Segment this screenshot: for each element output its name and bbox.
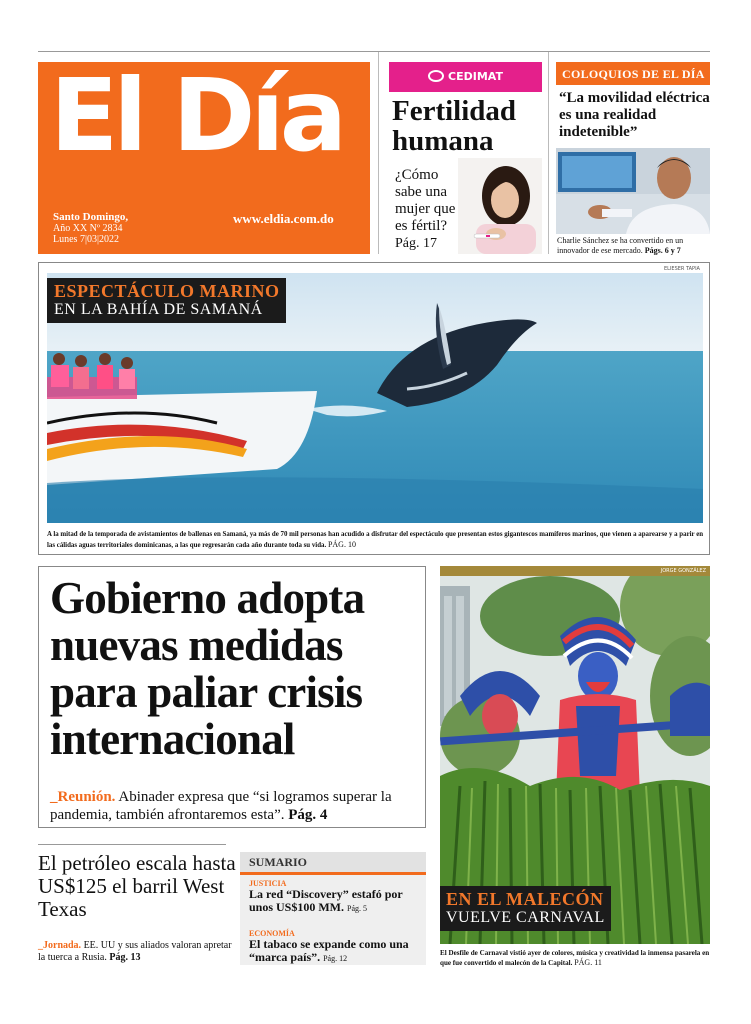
- sumario-item-headline: La red “Discovery” estafó por unos US$100 MM.: [249, 887, 403, 914]
- petroleo-kicker: _Jornada.: [38, 940, 82, 951]
- petroleo-deck-text: EE. UU y sus aliados valoran apretar la tuerca a Rusia.: [38, 940, 232, 963]
- carnival-page: PÁG. 11: [574, 958, 602, 967]
- main-headline[interactable]: Gobierno adopta nuevas medidas para paliar crisis internacional: [50, 573, 365, 764]
- masthead-date: Lunes 7|03|2022: [53, 234, 119, 245]
- carnival-headline-label[interactable]: [440, 886, 611, 931]
- whale-headline-label[interactable]: [47, 278, 286, 323]
- charlie-photo[interactable]: [556, 148, 710, 234]
- coloquios-quote[interactable]: [559, 90, 711, 141]
- coloquios-section[interactable]: COLOQUIOS DE EL DÍA: [556, 62, 710, 85]
- sumario-item-page: Pág. 5: [347, 904, 368, 913]
- column-divider: [548, 52, 549, 254]
- sumario-body: [240, 875, 426, 965]
- sumario-item-section: ECONOMÍA: [249, 929, 295, 938]
- cedimat-question: ¿Cómo sabe una mujer que es fértil?: [395, 167, 456, 234]
- cedimat-page: Pág. 17: [395, 236, 437, 251]
- cedimat-banner[interactable]: [389, 62, 542, 92]
- main-deck-text: Abinader expresa que “si logramos superar la pandemia, también afrontaremos esta”.: [50, 789, 392, 823]
- coloquios-caption: [557, 236, 712, 256]
- carnival-caption-text: El Desfile de Carnaval vistió ayer de colores, música y creatividad la inmensa pasarela en que fue convertido el malecón de la Capital.: [440, 949, 710, 967]
- whale-caption-text: A la mitad de la temporada de avistamientos de ballenas en Samaná, ya más de 70 mil personas han acudido a disfrutar del espectáculo que presentan estos gigantescos mamíferos marinos, que vienen a aparearse y a parir en las cálidas aguas territoriales dominicanas, a las que regresarán cada año durante toda su vida.: [47, 531, 704, 549]
- top-rule: [38, 51, 710, 52]
- coloquios-caption-text: Charlie Sánchez se ha convertido en un innovador de ese mercado.: [557, 236, 684, 255]
- carnival-label-top: EN EL MALECÓN: [446, 889, 604, 909]
- sumario-title: SUMARIO: [240, 852, 426, 872]
- main-page: Pág. 4: [288, 807, 328, 823]
- sumario-item-text: [249, 938, 421, 965]
- masthead[interactable]: [38, 57, 370, 254]
- cedimat-title[interactable]: Fertilidad humana: [392, 95, 517, 157]
- carnival-caption: [440, 948, 712, 968]
- carnival-label-bottom: VUELVE CARNAVAL: [446, 909, 605, 926]
- main-deck: [50, 788, 422, 824]
- section-rule: [38, 844, 226, 845]
- sumario-item-section: JUSTICIA: [249, 879, 287, 888]
- petroleo-kicker-text: Jornada.: [43, 940, 82, 951]
- whale-caption: [47, 530, 707, 551]
- cedimat-logo-icon: [428, 70, 444, 82]
- whale-photo-credit: ELIESER TAPIA: [664, 266, 700, 272]
- logo: El Día: [50, 57, 343, 174]
- carnival-credit-bar: [440, 566, 710, 576]
- carnival-photo-credit: JORGE GONZÁLEZ: [660, 568, 706, 574]
- coloquios-quote-text: “La movilidad eléctrica es una realidad indetenible”: [559, 90, 710, 140]
- sumario-item-headline: El tabaco se expande como una “marca país”.: [249, 937, 409, 964]
- woman-photo[interactable]: [458, 158, 542, 254]
- whale-label-top: ESPECTÁCULO MARINO: [54, 281, 280, 301]
- masthead-city: Santo Domingo,: [53, 211, 129, 223]
- coloquios-pages: Págs. 6 y 7: [644, 246, 681, 255]
- sumario-item[interactable]: [249, 929, 421, 965]
- masthead-info: [53, 212, 128, 245]
- column-divider: [378, 52, 379, 254]
- petroleo-page: Pág. 13: [109, 952, 141, 963]
- sumario-item[interactable]: [249, 879, 421, 915]
- sumario-item-text: [249, 888, 421, 915]
- masthead-url[interactable]: www.eldia.com.do: [233, 211, 334, 226]
- whale-page: PÁG. 10: [327, 540, 356, 549]
- petroleo-headline[interactable]: El petróleo escala hasta US$125 el barril West Texas: [38, 851, 236, 921]
- main-kicker-text: Reunión.: [57, 789, 116, 805]
- sumario-item-page: Pág. 12: [323, 954, 348, 963]
- main-kicker: _Reunión.: [50, 789, 116, 805]
- cedimat-brand: CEDIMAT: [448, 70, 503, 83]
- masthead-issue: Año XX Nº 2834: [53, 223, 123, 234]
- petroleo-deck: [38, 940, 238, 964]
- whale-label-bottom: EN LA BAHÍA DE SAMANÁ: [54, 301, 263, 318]
